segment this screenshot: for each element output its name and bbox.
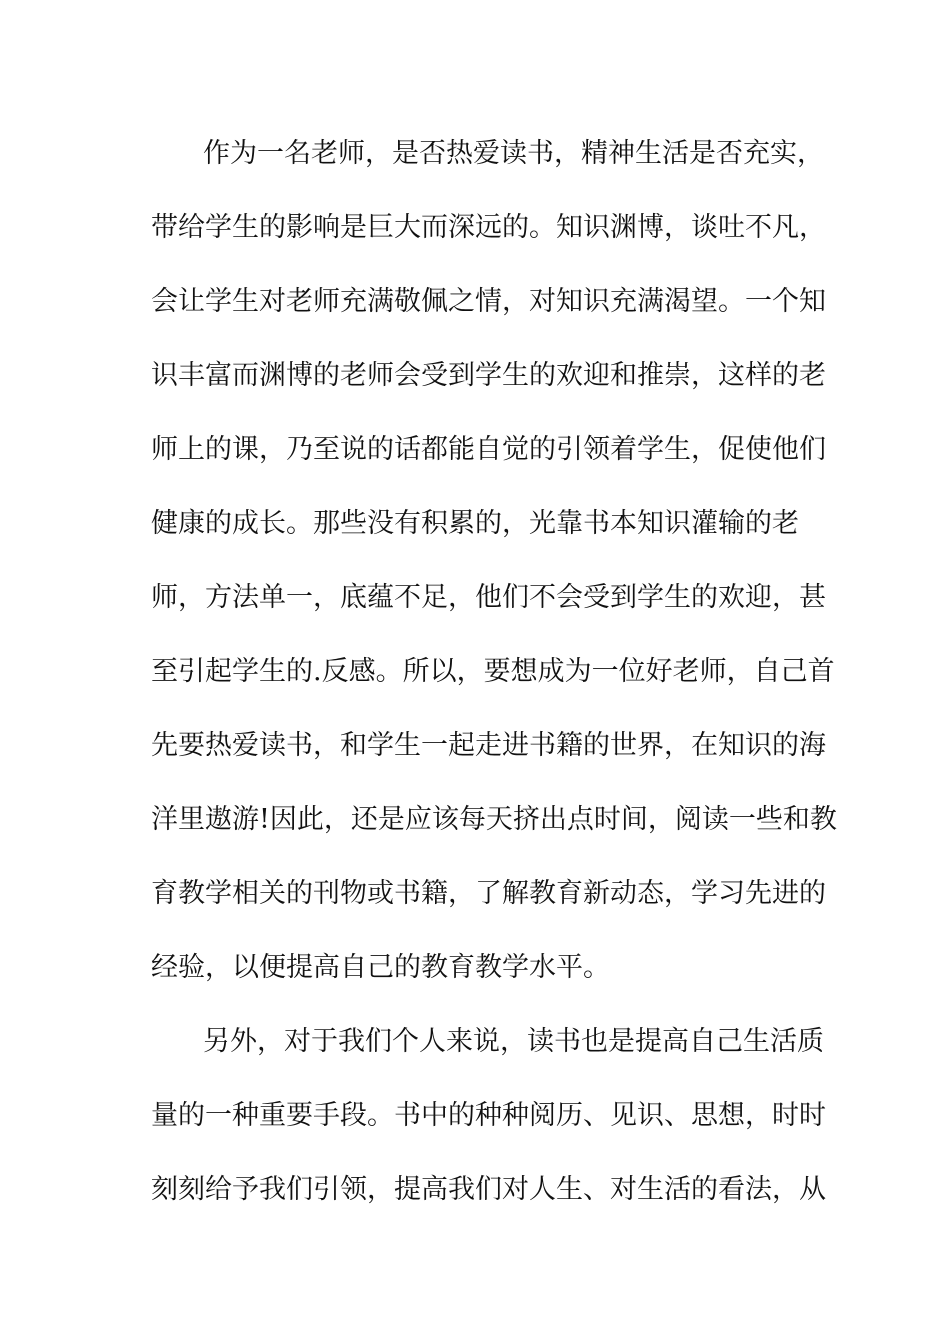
paragraph-1-line-10: 洋里遨游!因此，还是应该每天挤出点时间，阅读一些和教 [151,804,837,835]
paragraph-1-line-2: 带给学生的影响是巨大而深远的。知识渊博，谈吐不凡， [151,212,826,243]
paragraph-1-line-7: 师，方法单一，底蕴不足，他们不会受到学生的欢迎，甚 [151,582,826,613]
paragraph-1-line-3: 会让学生对老师充满敬佩之情，对知识充满渴望。一个知 [151,286,826,317]
paragraph-2-line-1: 另外，对于我们个人来说，读书也是提高自己生活质 [203,1026,824,1057]
paragraph-1-line-9: 先要热爱读书，和学生一起走进书籍的世界，在知识的海 [151,730,826,761]
paragraph-2-line-2: 量的一种重要手段。书中的种种阅历、见识、思想，时时 [151,1100,826,1131]
paragraph-1-line-11: 育教学相关的刊物或书籍，了解教育新动态，学习先进的 [151,878,826,909]
paragraph-1-line-5: 师上的课，乃至说的话都能自觉的引领着学生，促使他们 [151,434,826,465]
paragraph-1-line-12: 经验，以便提高自己的教育教学水平。 [151,952,610,983]
paragraph-1-line-4: 识丰富而渊博的老师会受到学生的欢迎和推崇，这样的老 [151,360,826,391]
paragraph-1-line-6: 健康的成长。那些没有积累的，光靠书本知识灌输的老 [151,508,799,539]
paragraph-2-line-3: 刻刻给予我们引领，提高我们对人生、对生活的看法，从 [151,1174,826,1205]
paragraph-1-line-1: 作为一名老师，是否热爱读书，精神生活是否充实， [203,138,824,169]
paragraph-1-line-8: 至引起学生的.反感。所以，要想成为一位好老师，自己首 [151,656,835,687]
